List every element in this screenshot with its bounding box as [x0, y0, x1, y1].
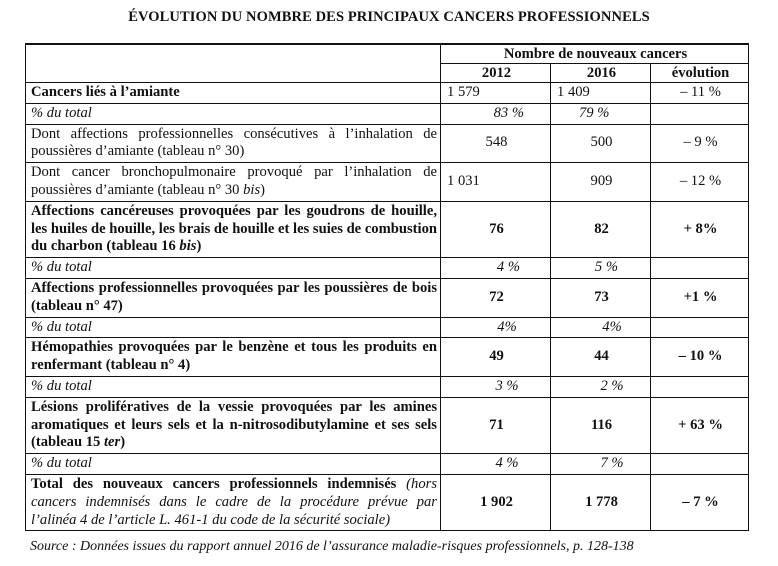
row-label-close: ) [120, 434, 126, 451]
value-evolution: – 9 % [651, 124, 749, 163]
row-label-close: ) [196, 238, 202, 255]
value-2012: 72 [441, 278, 551, 317]
value-evolution: + 63 % [651, 397, 749, 453]
table-row-percent [26, 317, 749, 338]
table-row [26, 124, 749, 163]
value-2012: 548 [441, 124, 551, 163]
value-2016: 4% [551, 317, 651, 338]
row-label [26, 397, 441, 453]
value-2012: 4 % [441, 258, 551, 279]
table-row-percent [26, 258, 749, 279]
row-label: Dont affections professionnelles consécutives à l’inhalation de poussières d’amiante (tableau n° 30) [26, 124, 441, 163]
value-2016: 73 [551, 278, 651, 317]
table-row-percent [26, 103, 749, 124]
table-row-percent [26, 376, 749, 397]
value-2016: 82 [551, 201, 651, 257]
header-evolution: évolution [651, 64, 749, 83]
row-label-italic: (hors cancers indemnisés dans le cadre de la procédure prévue par l’alinéa 4 de l’article L. 461-1 du code de la sécurité sociale) [31, 475, 437, 528]
value-2012: 1 031 [441, 163, 551, 202]
header-2012: 2012 [441, 64, 551, 83]
value-2012: 1 579 [441, 83, 551, 104]
row-label: Affections professionnelles provoquées par les poussières de bois (tableau n° 47) [26, 278, 441, 317]
table-row [26, 83, 749, 104]
row-label: % du total [26, 317, 441, 338]
page-title: ÉVOLUTION DU NOMBRE DES PRINCIPAUX CANCERS PROFESSIONNELS [128, 9, 650, 25]
row-label-italic: bis [243, 181, 261, 198]
value-2016: 5 % [551, 258, 651, 279]
value-2016: 7 % [551, 454, 651, 475]
value-2012: 71 [441, 397, 551, 453]
header-row-group [26, 44, 749, 64]
row-label [26, 474, 441, 530]
table-row-percent [26, 454, 749, 475]
value-2012: 83 % [441, 103, 551, 124]
row-label: Hémopathies provoquées par le benzène et tous les produits en renfermant (tableau n° 4) [26, 338, 441, 377]
table-row [26, 278, 749, 317]
header-group-label: Nombre de nouveaux cancers [441, 44, 749, 64]
value-evolution: + 8% [651, 201, 749, 257]
value-2016: 79 % [551, 103, 651, 124]
value-2016: 1 409 [551, 83, 651, 104]
value-evolution: – 10 % [651, 338, 749, 377]
header-blank-cell [26, 44, 441, 83]
row-label-text: Affections cancéreuses provoquées par les goudrons de houille, les huiles de houille, les brais de houille et les suies de combustion du charbon (tableau 16 [31, 202, 437, 255]
row-label: % du total [26, 376, 441, 397]
value-2012: 3 % [441, 376, 551, 397]
row-label: % du total [26, 103, 441, 124]
value-evolution [651, 454, 749, 475]
value-evolution: – 12 % [651, 163, 749, 202]
value-evolution [651, 317, 749, 338]
row-label-text: Lésions prolifératives de la vessie provoquées par les amines aromatiques et leurs sels et la n-nitrosodibutylamine et ses sels (tableau 15 [31, 398, 437, 451]
value-2016: 909 [551, 163, 651, 202]
source-note: Source : Données issues du rapport annuel 2016 de l’assurance maladie-risques professionnels, p. 128-138 [30, 539, 634, 554]
table-row [26, 163, 749, 202]
value-2012: 1 902 [441, 474, 551, 530]
row-label-text: Total des nouveaux cancers professionnels indemnisés [31, 475, 397, 492]
row-label-italic: ter [103, 434, 121, 451]
value-2016: 116 [551, 397, 651, 453]
header-2016: 2016 [551, 64, 651, 83]
table-row [26, 201, 749, 257]
row-label: % du total [26, 258, 441, 279]
value-evolution [651, 103, 749, 124]
cancer-table [25, 43, 749, 531]
value-2012: 49 [441, 338, 551, 377]
value-2016: 44 [551, 338, 651, 377]
value-evolution [651, 376, 749, 397]
table-row-total [26, 474, 749, 530]
value-evolution: – 7 % [651, 474, 749, 530]
value-2012: 76 [441, 201, 551, 257]
row-label-italic: bis [179, 238, 197, 255]
row-label: Cancers liés à l’amiante [26, 83, 441, 104]
row-label [26, 163, 441, 202]
value-evolution [651, 258, 749, 279]
table-row [26, 397, 749, 453]
value-2016: 2 % [551, 376, 651, 397]
value-evolution: +1 % [651, 278, 749, 317]
value-2016: 1 778 [551, 474, 651, 530]
row-label-close: ) [260, 181, 266, 198]
value-evolution: – 11 % [651, 83, 749, 104]
value-2012: 4% [441, 317, 551, 338]
value-2012: 4 % [441, 454, 551, 475]
row-label [26, 201, 441, 257]
table-row [26, 338, 749, 377]
row-label: % du total [26, 454, 441, 475]
value-2016: 500 [551, 124, 651, 163]
row-label-text: Dont cancer bronchopulmonaire provoqué par l’inhalation de poussières d’amiante (tableau n° 30 [31, 164, 437, 198]
